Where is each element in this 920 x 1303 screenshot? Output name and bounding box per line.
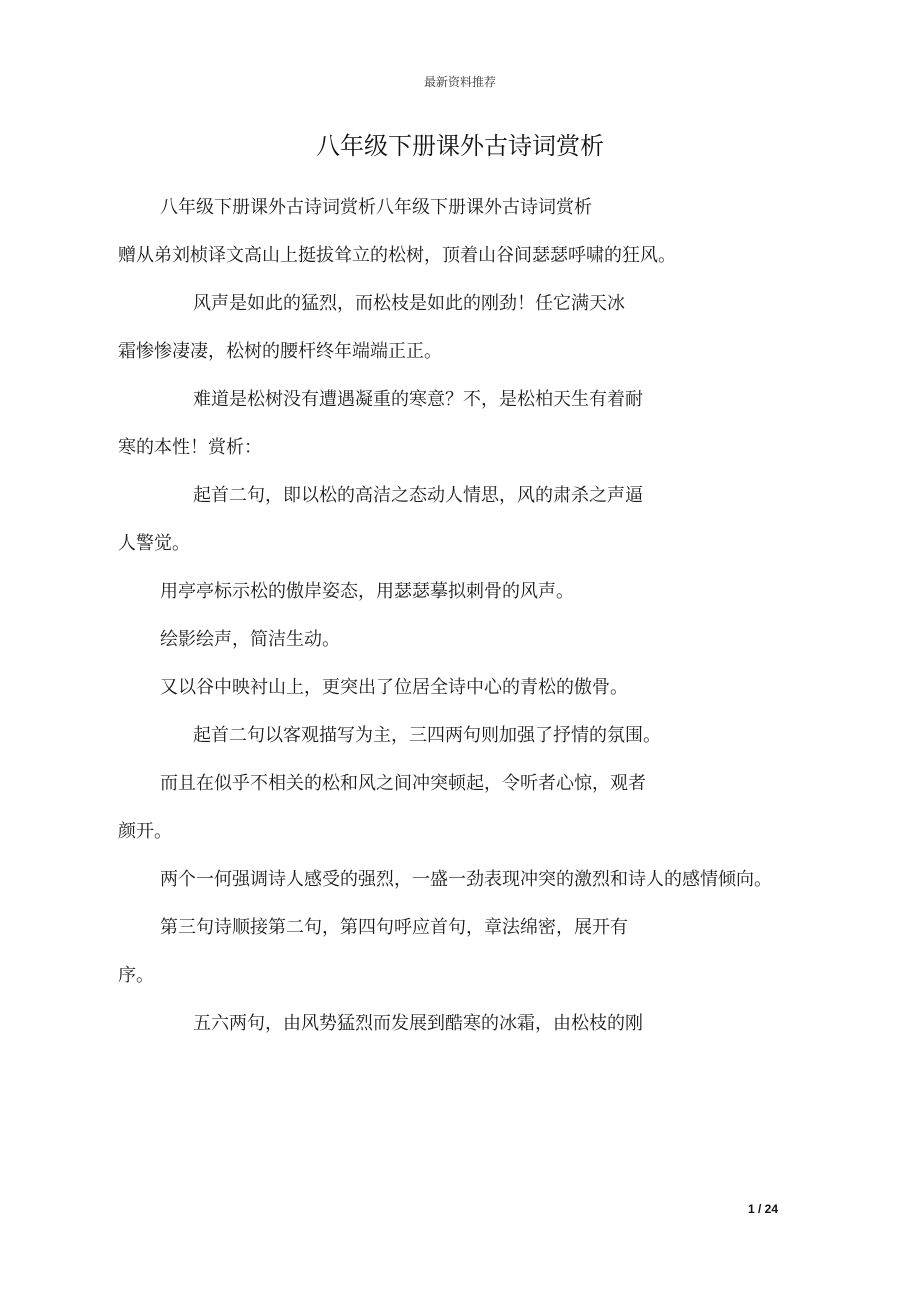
paragraph-line: 寒的本性！赏析： bbox=[118, 437, 262, 458]
document-title: 八年级下册课外古诗词赏析 bbox=[316, 132, 604, 160]
paragraph-line: 人警觉。 bbox=[118, 533, 190, 554]
paragraph-line: 第三句诗顺接第二句，第四句呼应首句，章法绵密，展开有 bbox=[160, 917, 628, 938]
paragraph-line: 赠从弟刘桢译文高山上挺拔耸立的松树，顶着山谷间瑟瑟呼啸的狂风。 bbox=[118, 245, 676, 266]
page-header: 最新资料推荐 bbox=[423, 75, 496, 89]
paragraph-line: 风声是如此的猛烈，而松枝是如此的刚劲！任它满天冰 bbox=[193, 293, 625, 314]
paragraph-line: 又以谷中映衬山上，更突出了位居全诗中心的青松的傲骨。 bbox=[160, 677, 628, 698]
paragraph-line: 起首二句，即以松的高洁之态动人情思，风的肃杀之声逼 bbox=[193, 485, 643, 506]
paragraph-line: 八年级下册课外古诗词赏析八年级下册课外古诗词赏析 bbox=[160, 197, 592, 218]
paragraph-line: 而且在似乎不相关的松和风之间冲突顿起，令听者心惊，观者 bbox=[160, 773, 646, 794]
paragraph-line: 序。 bbox=[118, 965, 154, 986]
paragraph-line: 颜开。 bbox=[118, 821, 172, 842]
page-number: 1 / 24 bbox=[748, 1202, 779, 1216]
paragraph-line: 两个一何强调诗人感受的强烈，一盛一劲表现冲突的激烈和诗人的感情倾向。 bbox=[160, 869, 772, 890]
paragraph-line: 五六两句，由风势猛烈而发展到酷寒的冰霜，由松枝的刚 bbox=[193, 1013, 643, 1034]
paragraph-line: 霜惨惨凄凄，松树的腰杆终年端端正正。 bbox=[118, 341, 442, 362]
paragraph-line: 绘影绘声，简洁生动。 bbox=[160, 629, 340, 650]
paragraph-line: 用亭亭标示松的傲岸姿态，用瑟瑟摹拟刺骨的风声。 bbox=[160, 581, 574, 602]
paragraph-line: 难道是松树没有遭遇凝重的寒意？不，是松柏天生有着耐 bbox=[193, 389, 643, 410]
paragraph-line: 起首二句以客观描写为主，三四两句则加强了抒情的氛围。 bbox=[193, 725, 661, 746]
